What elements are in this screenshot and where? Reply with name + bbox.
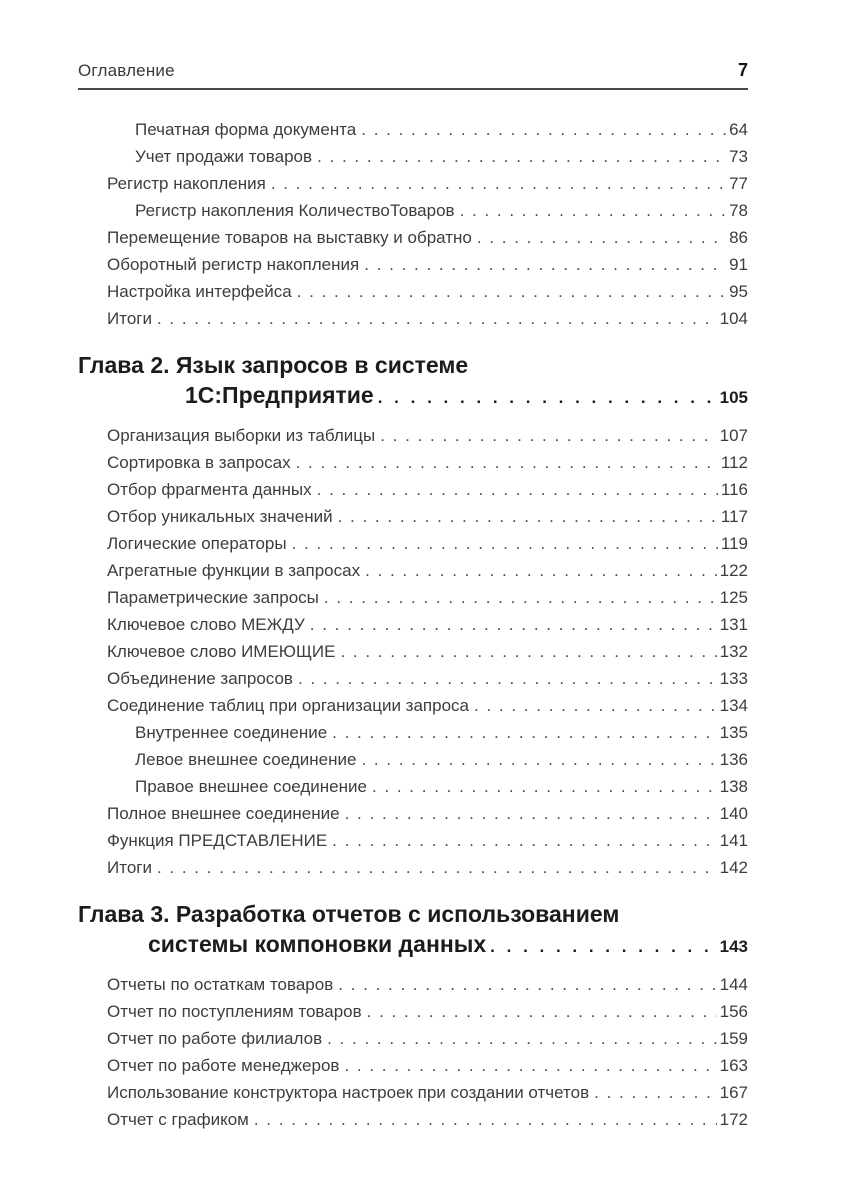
dot-leader: [338, 971, 716, 998]
chapter-page-number: 105: [719, 388, 748, 407]
toc-entry-page-number: 172: [719, 1110, 748, 1129]
toc-entry-title: Организация выборки из таблицы: [107, 426, 376, 445]
toc-entry-title: Настройка интерфейса: [107, 282, 292, 301]
dot-leader: [594, 1079, 717, 1106]
toc-entry-title: Соединение таблиц при организации запроса: [107, 696, 470, 715]
toc-entry: [78, 692, 748, 719]
chapter-heading-line1: Глава 2. Язык запросов в системе: [78, 352, 469, 378]
toc-entry: [78, 116, 748, 143]
toc-entry: [78, 800, 748, 827]
dot-leader: [365, 557, 717, 584]
toc-entry: [78, 971, 748, 998]
dot-leader: [332, 827, 716, 854]
dot-leader: [298, 665, 717, 692]
toc-entry-page-number: 119: [720, 534, 748, 553]
dot-leader: [297, 278, 726, 305]
toc-entry-title: Использование конструктора настроек при создании отчетов: [107, 1083, 590, 1102]
toc-entry-title: Итоги: [107, 309, 152, 328]
toc-entry-page-number: 141: [719, 831, 748, 850]
toc-entry-title: Логические операторы: [107, 534, 287, 553]
toc-entry-page-number: 107: [719, 426, 748, 445]
toc-entry: [78, 854, 748, 881]
dot-leader: [477, 224, 726, 251]
toc-entry: [78, 224, 748, 251]
toc-entry: [78, 143, 748, 170]
toc-entry: [78, 746, 748, 773]
toc-entry: [78, 665, 748, 692]
toc-entries-list: [78, 971, 748, 1133]
toc-entry: [78, 503, 748, 530]
chapter-heading: [78, 350, 748, 414]
toc-entry-page-number: 95: [729, 282, 748, 301]
toc-entry-title: Регистр накопления КоличествоТоваров: [135, 201, 455, 220]
dot-leader: [324, 584, 717, 611]
toc-entry-title: Внутреннее соединение: [135, 723, 328, 742]
chapter-heading-line1: Глава 3. Разработка отчетов с использованием: [78, 901, 620, 927]
chapter-heading-line2-row: [78, 929, 748, 963]
toc-entry-page-number: 156: [719, 1002, 748, 1021]
toc-entry-page-number: 91: [729, 255, 748, 274]
toc-entry: [78, 170, 748, 197]
chapter-heading: [78, 899, 748, 963]
toc-entry-title: Объединение запросов: [107, 669, 293, 688]
dot-leader: [271, 170, 726, 197]
toc-entry-page-number: 117: [720, 507, 748, 526]
toc-entry: [78, 476, 748, 503]
toc-entry: [78, 584, 748, 611]
toc-entry-title: Сортировка в запросах: [107, 453, 291, 472]
toc-entry: [78, 1079, 748, 1106]
toc-entry-page-number: 135: [719, 723, 748, 742]
toc-entry: [78, 305, 748, 332]
toc-entry-title: Итоги: [107, 858, 152, 877]
toc-entry-page-number: 159: [719, 1029, 748, 1048]
toc-entry: [78, 449, 748, 476]
toc-entries-list: [78, 422, 748, 881]
toc-entry-title: Правое внешнее соединение: [135, 777, 367, 796]
toc-entry: [78, 251, 748, 278]
dot-leader: [361, 116, 726, 143]
dot-leader: [344, 1052, 716, 1079]
dot-leader: [361, 746, 716, 773]
toc-entry: [78, 557, 748, 584]
toc-entry: [78, 1052, 748, 1079]
toc-entry-page-number: 112: [720, 453, 748, 472]
chapter-heading-line2: 1С:Предприятие: [185, 382, 374, 408]
toc-entry-title: Отбор уникальных значений: [107, 507, 333, 526]
dot-leader: [380, 422, 716, 449]
toc-entry-page-number: 86: [729, 228, 748, 247]
toc-entry-page-number: 134: [719, 696, 748, 715]
toc-entry-page-number: 131: [719, 615, 748, 634]
dot-leader: [327, 1025, 717, 1052]
toc-entry: [78, 773, 748, 800]
toc-entry: [78, 530, 748, 557]
toc-entry: [78, 827, 748, 854]
toc-entry: [78, 719, 748, 746]
toc-entry-page-number: 142: [719, 858, 748, 877]
toc-entry-page-number: 144: [719, 975, 748, 994]
dot-leader: [378, 383, 720, 414]
toc-entry-page-number: 73: [729, 147, 748, 166]
page-header: [78, 60, 748, 90]
toc-entry-title: Перемещение товаров на выставку и обратно: [107, 228, 472, 247]
toc-entry-title: Отчет по поступлениям товаров: [107, 1002, 362, 1021]
toc-entries-list: [78, 116, 748, 332]
toc-entry-title: Полное внешнее соединение: [107, 804, 340, 823]
toc-entry-page-number: 122: [719, 561, 748, 580]
toc-entry-title: Регистр накопления: [107, 174, 266, 193]
toc-entry: [78, 611, 748, 638]
toc-entry: [78, 197, 748, 224]
toc-entry: [78, 278, 748, 305]
toc-entry: [78, 1106, 748, 1133]
toc-entry: [78, 998, 748, 1025]
dot-leader: [317, 476, 718, 503]
toc-entry-title: Параметрические запросы: [107, 588, 319, 607]
toc-entry-page-number: 140: [719, 804, 748, 823]
toc-entry: [78, 1025, 748, 1052]
dot-leader: [367, 998, 717, 1025]
dot-leader: [340, 638, 716, 665]
toc-entry-page-number: 78: [729, 201, 748, 220]
toc-entry-page-number: 116: [720, 480, 748, 499]
toc-entry-title: Отчет по работе филиалов: [107, 1029, 323, 1048]
dot-leader: [310, 611, 717, 638]
toc-body: [78, 116, 748, 1133]
toc-entry-title: Функция ПРЕДСТАВЛЕНИЕ: [107, 831, 328, 850]
toc-entry-page-number: 132: [719, 642, 748, 661]
toc-entry-page-number: 125: [719, 588, 748, 607]
dot-leader: [292, 530, 718, 557]
toc-entry-page-number: 136: [719, 750, 748, 769]
chapter-page-number: 143: [719, 937, 748, 956]
toc-entry-page-number: 163: [719, 1056, 748, 1075]
dot-leader: [364, 251, 726, 278]
dot-leader: [474, 692, 717, 719]
toc-entry-title: Отбор фрагмента данных: [107, 480, 312, 499]
toc-entry-title: Оборотный регистр накопления: [107, 255, 360, 274]
toc-entry: [78, 422, 748, 449]
dot-leader: [157, 854, 717, 881]
dot-leader: [254, 1106, 717, 1133]
toc-entry-page-number: 64: [729, 120, 748, 139]
chapter-heading-line2: системы компоновки данных: [148, 931, 487, 957]
dot-leader: [460, 197, 727, 224]
dot-leader: [372, 773, 717, 800]
dot-leader: [338, 503, 718, 530]
toc-entry-title: Левое внешнее соединение: [135, 750, 357, 769]
dot-leader: [345, 800, 717, 827]
toc-entry-title: Отчет по работе менеджеров: [107, 1056, 340, 1075]
dot-leader: [317, 143, 726, 170]
page-header-title: Оглавление: [78, 61, 175, 80]
toc-entry-title: Ключевое слово ИМЕЮЩИЕ: [107, 642, 336, 661]
page-header-number: 7: [737, 60, 748, 80]
toc-entry-title: Печатная форма документа: [135, 120, 357, 139]
page-content: [78, 0, 748, 1133]
chapter-heading-line2-row: [78, 380, 748, 414]
toc-entry-page-number: 77: [729, 174, 748, 193]
toc-entry-title: Учет продажи товаров: [135, 147, 313, 166]
toc-entry-page-number: 133: [719, 669, 748, 688]
toc-entry-page-number: 138: [719, 777, 748, 796]
toc-entry-title: Ключевое слово МЕЖДУ: [107, 615, 305, 634]
toc-entry-page-number: 104: [719, 309, 748, 328]
dot-leader: [157, 305, 717, 332]
toc-entry: [78, 638, 748, 665]
dot-leader: [332, 719, 716, 746]
toc-entry-title: Отчет с графиком: [107, 1110, 249, 1129]
dot-leader: [490, 932, 719, 963]
toc-entry-title: Отчеты по остаткам товаров: [107, 975, 334, 994]
toc-entry-title: Агрегатные функции в запросах: [107, 561, 361, 580]
toc-entry-page-number: 167: [719, 1083, 748, 1102]
dot-leader: [296, 449, 718, 476]
